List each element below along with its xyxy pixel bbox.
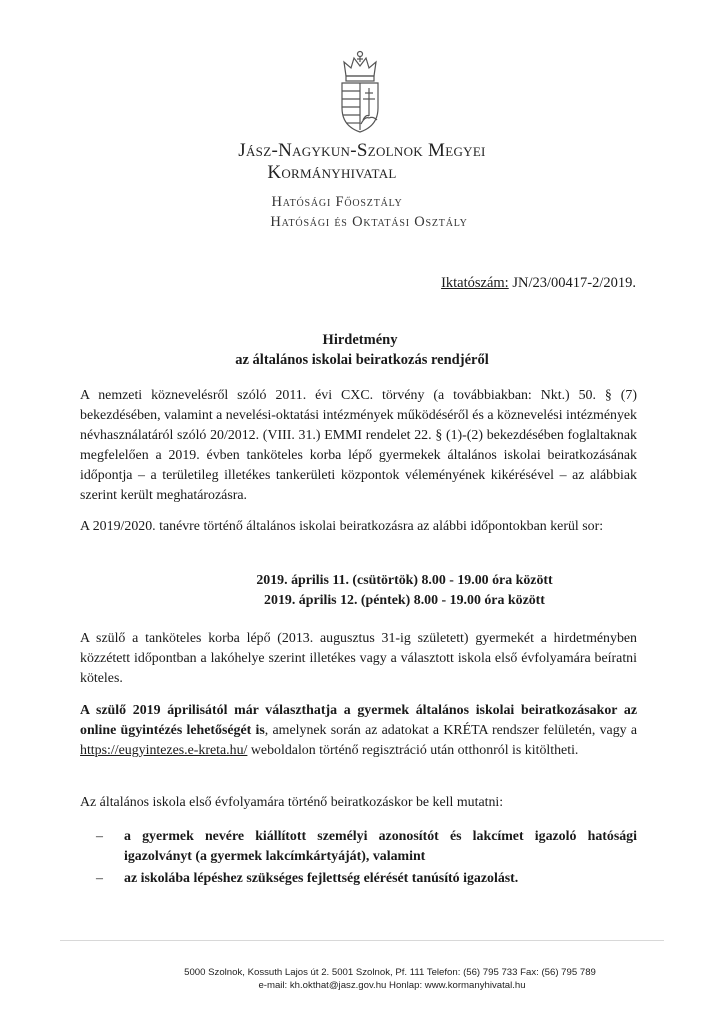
paragraph-legal-basis: A nemzeti köznevelésről szóló 2011. évi CXC. törvény (a továbbiakban: Nkt.) 50. § (7) bekezdésében, valamint a nevelési-oktatási intézmények működéséről és a köznevelési intézmények névhasználatáról szóló 20/2012. (VIII. 31.) EMMI rendelet 22. § (1)-(2) bekezdésében foglaltaknak megfelelően a 2019. évben tanköteles korba lépő gyermekek általános iskolai beiratkozásának időpontja – a területileg illetékes tankerületi központok véleményének kikérésével – az alábbiak szerint került meghatározásra. (80, 388, 637, 503)
hungarian-coat-of-arms-icon (332, 48, 388, 134)
office-name (0, 140, 724, 184)
enrollment-date-1: 2019. április 11. (csütörtök) 8.00 - 19.00 óra között (256, 573, 553, 588)
registration-number (441, 275, 636, 292)
paragraph-parent-obligation: A szülő a tanköteles korba lépő (2013. augusztus 31-ig született) gyermekét a hirdetményben közzétett időpontban a lakóhelye szerint illetékes vagy a választott iskola első évfolyamára beíratni köteles. (80, 631, 637, 686)
title-line2: az általános iskolai beiratkozás rendjéről (235, 352, 489, 368)
registration-label: Iktatószám: (441, 275, 509, 291)
list-item (80, 827, 637, 867)
footer-contact: e-mail: kh.okthat@jasz.gov.hu Honlap: www.kormanyhivatal.hu (258, 980, 526, 991)
list-item-text: az iskolába lépéshez szükséges fejlettség elérését tanúsító igazolást. (124, 871, 519, 886)
list-item-text: a gyermek nevére kiállított személyi azonosítót és lakcímet igazoló hatósági igazolványt (a gyermek lakcímkártyáját), valamint (124, 829, 637, 864)
paragraph-enrollment-intro: A 2019/2020. tanévre történő általános iskolai beiratkozásra az alábbi időpontokban kerül sor: (80, 519, 604, 534)
department-line1: Hatósági Főosztály (271, 194, 403, 210)
footer (0, 966, 724, 992)
required-documents-list (80, 827, 637, 889)
paragraph-required-docs: Az általános iskola első évfolyamára történő beiratkozáskor be kell mutatni: (80, 795, 504, 810)
kreta-link[interactable]: https://eugyintezes.e-kreta.hu/ (80, 743, 248, 758)
paragraph-online-option (80, 701, 637, 761)
footer-address: 5000 Szolnok, Kossuth Lajos út 2. 5001 Szolnok, Pf. 111 Telefon: (56) 795 733 Fax: (56) 795 789 (184, 967, 596, 978)
department-name (0, 192, 724, 232)
registration-value: JN/23/00417-2/2019. (508, 275, 636, 291)
office-name-line2: Kormányhivatal (267, 162, 397, 183)
list-dash: – (96, 871, 103, 886)
enrollment-date-2: 2019. április 12. (péntek) 8.00 - 19.00 óra között (264, 593, 545, 608)
title-line1: Hirdetmény (322, 332, 398, 348)
enrollment-dates (0, 571, 724, 611)
list-dash: – (96, 829, 103, 844)
online-option-bold: A szülő 2019 áprilisától már választhatja a gyermek általános iskolai beiratkozásakor az online ügyintézés lehetőségét is (80, 703, 637, 738)
online-option-text: , amelynek során az adatokat a KRÉTA rendszer felületén, vagy a (264, 723, 637, 738)
office-name-line1: Jász-Nagykun-Szolnok Megyei (238, 140, 486, 161)
footer-divider (60, 940, 664, 941)
department-line2: Hatósági és Oktatási Osztály (270, 214, 468, 230)
online-option-end: weboldalon történő regisztráció után otthonról is kitöltheti. (247, 743, 579, 758)
document-title (0, 330, 724, 370)
list-item (80, 869, 637, 889)
